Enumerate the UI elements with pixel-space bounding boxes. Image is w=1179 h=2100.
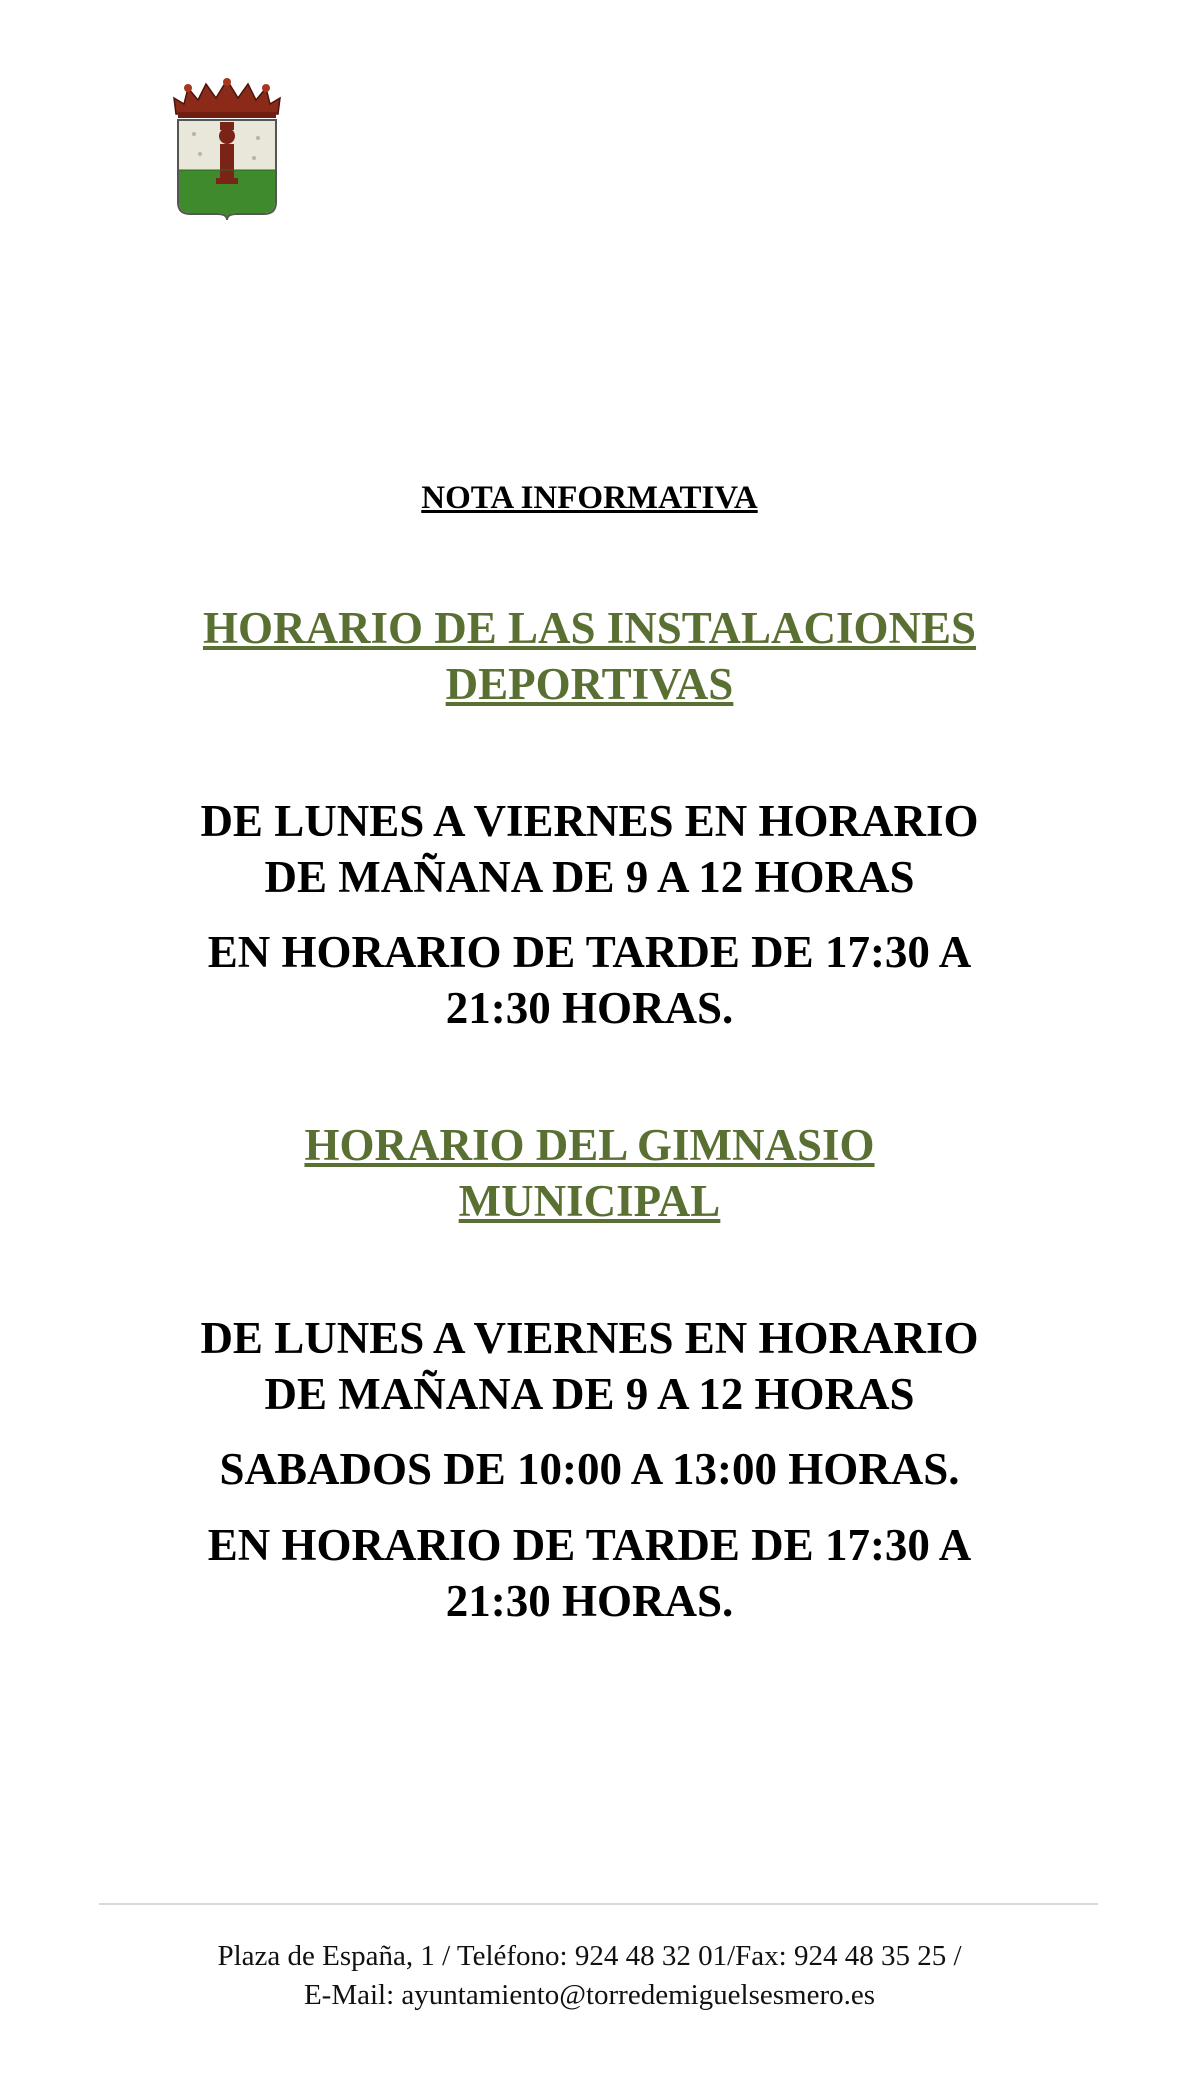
schedule-line: DE LUNES A VIERNES EN HORARIO <box>200 1313 979 1363</box>
gym-schedule-saturday <box>0 1441 1179 1497</box>
gym-schedule-weekday-morning <box>0 1310 1179 1422</box>
schedule-line: EN HORARIO DE TARDE DE 17:30 A <box>207 927 972 977</box>
schedule-line: SABADOS DE 10:00 A 13:00 HORAS. <box>219 1444 960 1494</box>
schedule-line: DE LUNES A VIERNES EN HORARIO <box>200 796 979 846</box>
schedule-line: DE MAÑANA DE 9 A 12 HORAS <box>264 1369 915 1419</box>
section-heading-line: HORARIO DEL GIMNASIO <box>304 1120 875 1170</box>
schedule-line: 21:30 HORAS. <box>445 1576 734 1626</box>
footer-divider <box>99 1903 1098 1905</box>
schedule-line: DE MAÑANA DE 9 A 12 HORAS <box>264 852 915 902</box>
section-heading-line: MUNICIPAL <box>458 1176 721 1226</box>
municipal-coat-of-arms-icon <box>170 78 285 220</box>
section-heading-line: HORARIO DE LAS INSTALACIONES <box>202 603 977 653</box>
schedule-afternoon <box>0 924 1179 1036</box>
schedule-line: 21:30 HORAS. <box>445 983 734 1033</box>
gym-schedule-afternoon <box>0 1517 1179 1629</box>
section-heading-municipal-gym <box>0 1117 1179 1229</box>
footer-email: E-Mail: ayuntamiento@torredemiguelsesmero.es <box>303 1979 876 2011</box>
footer-address: Plaza de España, 1 / Teléfono: 924 48 32 01/Fax: 924 48 35 25 / <box>217 1940 962 1972</box>
schedule-line: EN HORARIO DE TARDE DE 17:30 A <box>207 1520 972 1570</box>
section-heading-sports-facilities <box>0 600 1179 712</box>
section-heading-line: DEPORTIVAS <box>445 659 734 709</box>
footer-contact <box>0 1937 1179 2015</box>
notice-title: NOTA INFORMATIVA <box>421 480 758 516</box>
schedule-weekday-morning <box>0 793 1179 905</box>
